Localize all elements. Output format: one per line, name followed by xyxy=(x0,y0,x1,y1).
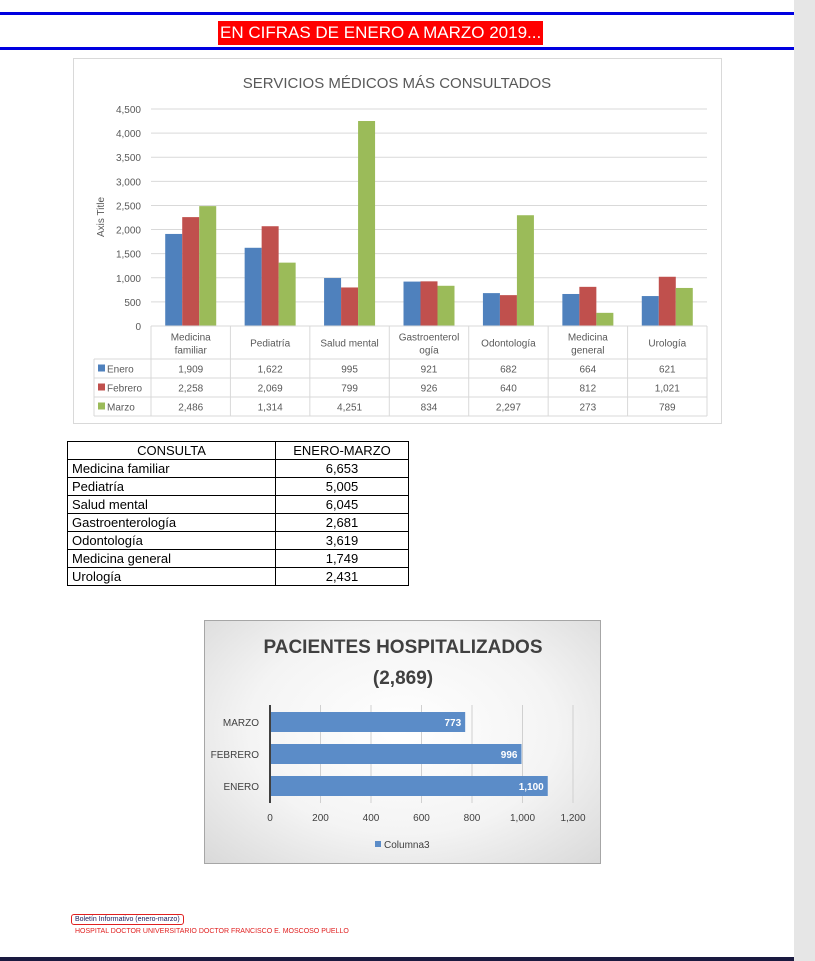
y-tick-label: 3,500 xyxy=(115,153,141,165)
bar-enero xyxy=(562,294,579,326)
data-label: 996 xyxy=(500,750,518,761)
legend-label: Marzo xyxy=(107,402,135,414)
y-tick-label: 1,500 xyxy=(115,249,141,261)
x-tick-label: 400 xyxy=(362,813,380,824)
banner-bottom-rule xyxy=(0,47,794,50)
x-tick-label: 1,200 xyxy=(560,813,586,824)
bar-enero xyxy=(165,234,182,326)
table-row xyxy=(68,514,409,532)
category-label: ENERO xyxy=(223,782,259,793)
row-value: 1,749 xyxy=(276,550,409,568)
y-tick-label: 4,000 xyxy=(115,129,141,141)
bar-enero xyxy=(483,293,500,326)
legend-label: Febrero xyxy=(107,383,143,395)
category-label: Gastroenterol xyxy=(398,332,460,344)
bar-febrero xyxy=(421,281,438,326)
bar-marzo xyxy=(358,121,375,326)
header-consulta: CONSULTA xyxy=(68,442,276,460)
category-label: Salud mental xyxy=(320,338,379,350)
y-tick-label: 3,000 xyxy=(115,177,141,189)
row-label: Medicina general xyxy=(68,550,276,568)
category-label: familiar xyxy=(174,345,207,357)
bar-enero xyxy=(270,776,548,796)
bar-febrero xyxy=(579,287,596,326)
servicios-medicos-chart xyxy=(73,58,722,424)
table-row xyxy=(68,496,409,514)
table-row xyxy=(68,460,409,478)
data-table-value: 1,021 xyxy=(654,383,680,395)
category-label: FEBRERO xyxy=(210,750,259,761)
data-table-value: 273 xyxy=(579,402,597,414)
bar-febrero xyxy=(182,217,199,326)
table-row xyxy=(68,478,409,496)
row-value: 2,431 xyxy=(276,568,409,586)
data-table-value: 926 xyxy=(420,383,438,395)
data-table-value: 812 xyxy=(579,383,597,395)
legend-label: Enero xyxy=(107,364,134,376)
row-label: Pediatría xyxy=(68,478,276,496)
bar-febrero xyxy=(262,226,279,326)
chart-subtitle: (2,869) xyxy=(372,668,434,689)
legend-key-febrero xyxy=(98,384,105,391)
data-table-value: 640 xyxy=(500,383,517,395)
data-table-value: 789 xyxy=(658,402,676,414)
category-label: Urología xyxy=(648,338,687,350)
y-tick-label: 0 xyxy=(135,322,141,333)
category-label: Pediatría xyxy=(250,338,291,350)
chart-title: SERVICIOS MÉDICOS MÁS CONSULTADOS xyxy=(242,75,552,92)
category-label: Medicina xyxy=(170,332,211,344)
bar-febrero xyxy=(500,295,517,326)
bar-marzo xyxy=(270,712,465,732)
summary-table xyxy=(67,441,409,586)
x-tick-label: 1,000 xyxy=(509,813,536,824)
row-value: 6,653 xyxy=(276,460,409,478)
row-label: Medicina familiar xyxy=(68,460,276,478)
pacientes-hospitalizados-chart xyxy=(204,620,601,864)
bulletin-label: Boletín Informativo (enero-marzo) xyxy=(71,914,184,925)
data-table-value: 799 xyxy=(341,383,358,395)
bar-enero xyxy=(245,248,262,326)
bar-febrero xyxy=(659,277,676,326)
category-label: general xyxy=(571,345,605,357)
bar-febrero xyxy=(270,744,521,764)
row-value: 6,045 xyxy=(276,496,409,514)
hospital-name: HOSPITAL DOCTOR UNIVERSITARIO DOCTOR FRANCISCO E. MOSCOSO PUELLO xyxy=(75,928,349,935)
header-enero-marzo: ENERO-MARZO xyxy=(276,442,409,460)
category-label: Odontología xyxy=(481,338,536,350)
data-table-value: 834 xyxy=(420,402,438,414)
category-label: Medicina xyxy=(567,332,608,344)
chart-title: PACIENTES HOSPITALIZADOS xyxy=(263,637,543,658)
data-table-value: 2,486 xyxy=(178,402,204,414)
y-tick-label: 2,500 xyxy=(115,201,141,213)
row-value: 2,681 xyxy=(276,514,409,532)
row-value: 5,005 xyxy=(276,478,409,496)
bar-marzo xyxy=(596,313,613,326)
table-row xyxy=(68,532,409,550)
summary-table-header xyxy=(68,442,409,460)
data-table-value: 921 xyxy=(420,364,438,376)
legend-key-enero xyxy=(98,365,105,372)
data-table-value: 682 xyxy=(500,364,517,376)
data-table-value: 995 xyxy=(341,364,358,376)
row-value: 3,619 xyxy=(276,532,409,550)
legend-key xyxy=(375,841,381,847)
row-label: Odontología xyxy=(68,532,276,550)
data-table-value: 1,909 xyxy=(178,364,204,376)
data-table-value: 2,258 xyxy=(178,383,204,395)
bar-enero xyxy=(642,296,659,326)
data-table-value: 1,622 xyxy=(257,364,283,376)
data-table-value: 4,251 xyxy=(337,402,363,414)
bottom-rule xyxy=(0,957,794,961)
bar-marzo xyxy=(279,263,296,326)
bar-enero xyxy=(404,282,421,326)
servicios-medicos-svg xyxy=(74,59,721,423)
bar-marzo xyxy=(199,206,216,326)
bar-marzo xyxy=(676,288,693,326)
category-label: ogía xyxy=(419,345,439,357)
bar-enero xyxy=(324,278,341,326)
x-tick-label: 0 xyxy=(267,813,273,824)
top-blue-rule xyxy=(0,12,794,15)
table-row xyxy=(68,568,409,586)
bar-marzo xyxy=(517,215,534,326)
section-banner: EN CIFRAS DE ENERO A MARZO 2019... xyxy=(218,21,543,45)
data-label: 773 xyxy=(444,718,462,729)
y-axis-title: Axis Title xyxy=(96,196,107,238)
data-table-value: 2,069 xyxy=(257,383,283,395)
bar-febrero xyxy=(341,287,358,326)
data-table-value: 664 xyxy=(579,364,597,376)
bar-marzo xyxy=(438,286,455,326)
y-tick-label: 1,000 xyxy=(115,273,141,285)
x-tick-label: 600 xyxy=(413,813,430,824)
legend-label: Columna3 xyxy=(384,840,430,851)
pacientes-hospitalizados-svg xyxy=(205,621,600,863)
row-label: Gastroenterología xyxy=(68,514,276,532)
table-row xyxy=(68,550,409,568)
y-tick-label: 2,000 xyxy=(115,225,141,237)
row-label: Urología xyxy=(68,568,276,586)
data-table-value: 621 xyxy=(658,364,676,376)
x-tick-label: 800 xyxy=(463,813,481,824)
y-tick-label: 500 xyxy=(124,297,141,309)
x-tick-label: 200 xyxy=(312,813,329,824)
legend-key-marzo xyxy=(98,403,105,410)
data-label: 1,100 xyxy=(518,782,544,793)
scrollbar-gutter[interactable] xyxy=(794,0,815,961)
row-label: Salud mental xyxy=(68,496,276,514)
data-table-value: 2,297 xyxy=(495,402,521,414)
y-tick-label: 4,500 xyxy=(115,105,141,116)
category-label: MARZO xyxy=(222,718,259,729)
data-table-value: 1,314 xyxy=(257,402,283,414)
